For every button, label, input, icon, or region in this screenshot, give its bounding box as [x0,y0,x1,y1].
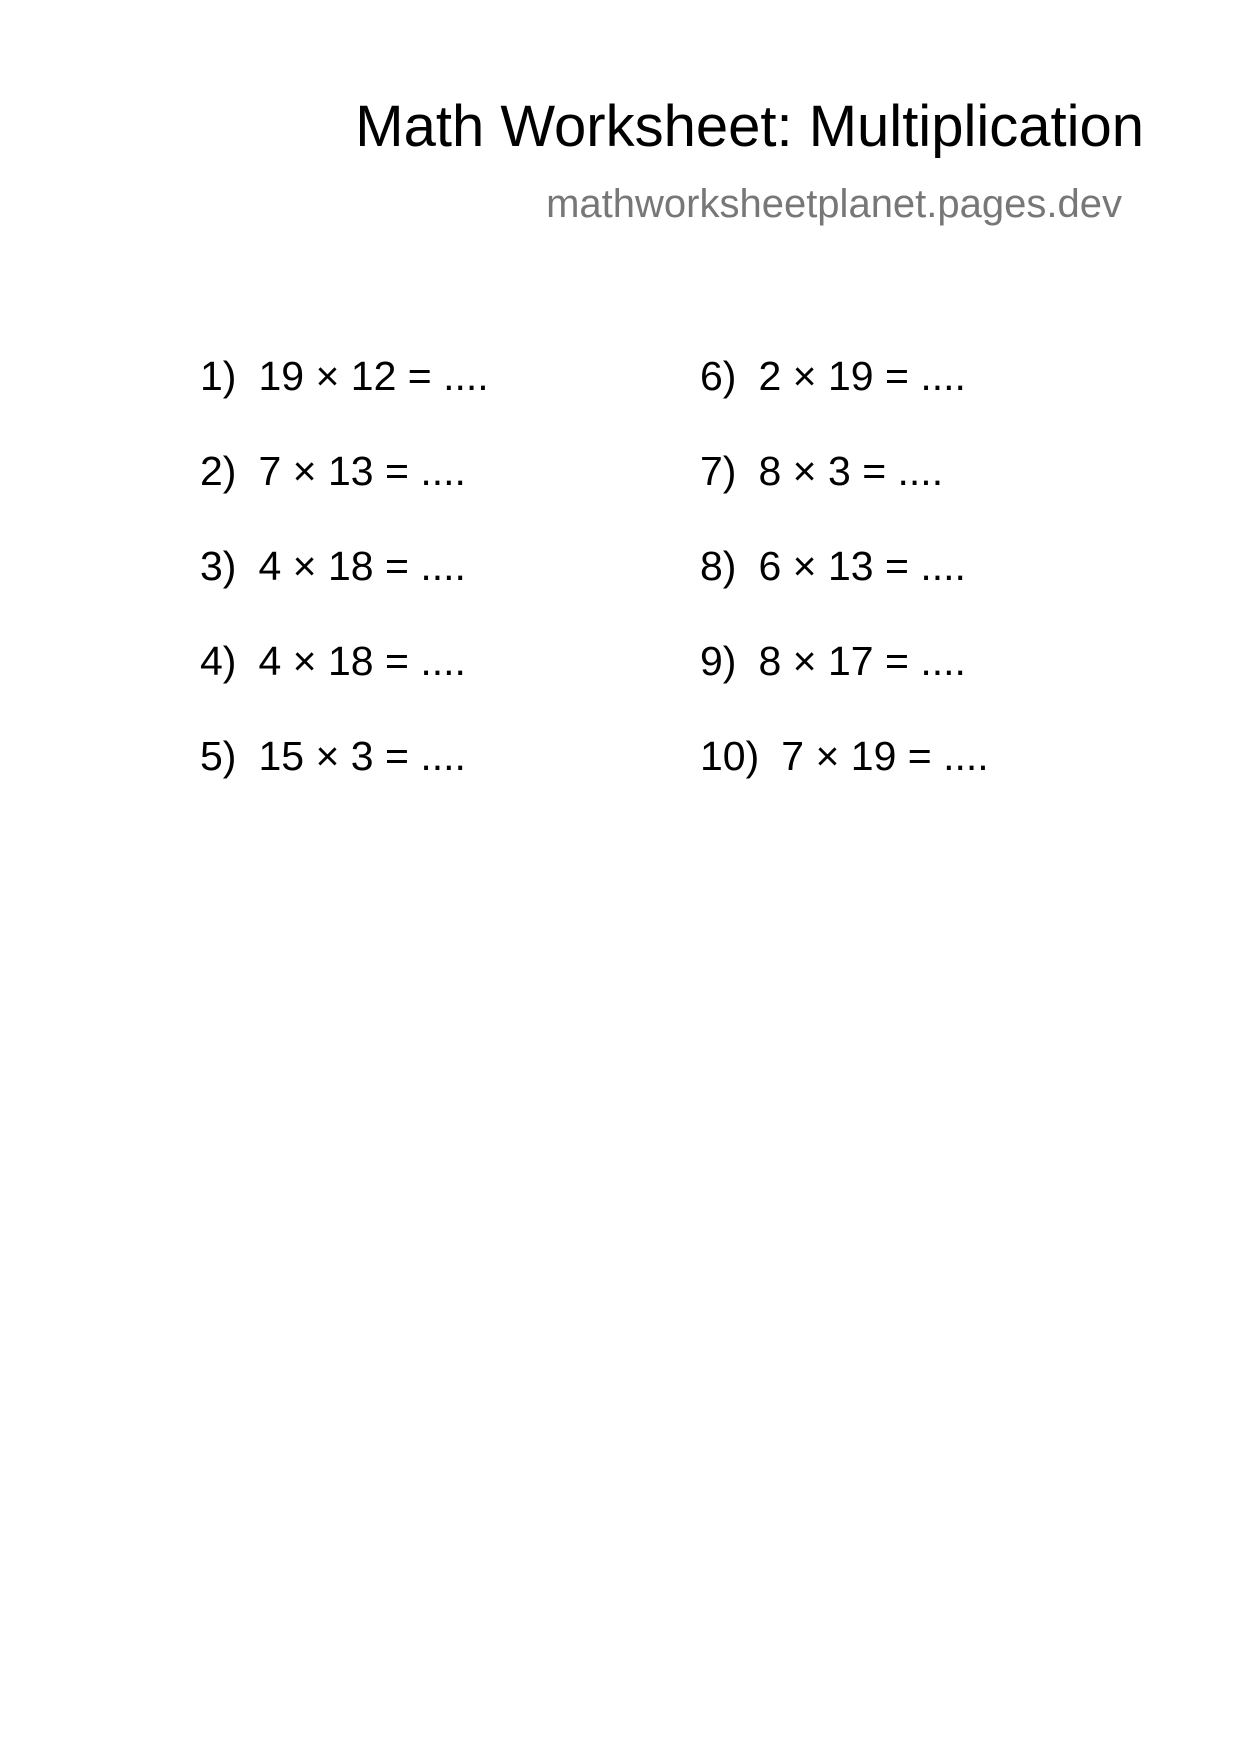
problem-10 [700,733,989,779]
problem-4 [200,638,466,684]
problem-number: 8) [700,543,737,589]
problem-expression: 7 × 13 = .... [258,448,466,494]
worksheet-title: Math Worksheet: Multiplication [355,94,1144,159]
problem-7 [700,448,944,494]
problem-expression: 4 × 18 = .... [258,638,466,684]
problem-3 [200,543,466,589]
problem-1 [200,353,489,399]
problem-2 [200,448,466,494]
problem-number: 3) [200,543,237,589]
problem-expression: 2 × 19 = .... [758,353,966,399]
problem-6 [700,353,966,399]
worksheet-source-url: mathworksheetplanet.pages.dev [546,182,1122,226]
problem-expression: 6 × 13 = .... [758,543,966,589]
problem-expression: 8 × 3 = .... [758,448,944,494]
problem-number: 2) [200,448,237,494]
problem-expression: 19 × 12 = .... [258,353,489,399]
problem-number: 10) [700,733,760,779]
problem-5 [200,733,466,779]
problem-number: 1) [200,353,237,399]
problem-number: 9) [700,638,737,684]
problem-8 [700,543,966,589]
problem-number: 4) [200,638,237,684]
problem-number: 5) [200,733,237,779]
problem-9 [700,638,966,684]
problem-expression: 8 × 17 = .... [758,638,966,684]
problem-expression: 4 × 18 = .... [258,543,466,589]
problem-number: 6) [700,353,737,399]
problem-number: 7) [700,448,737,494]
problem-expression: 7 × 19 = .... [781,733,989,779]
problem-expression: 15 × 3 = .... [258,733,466,779]
